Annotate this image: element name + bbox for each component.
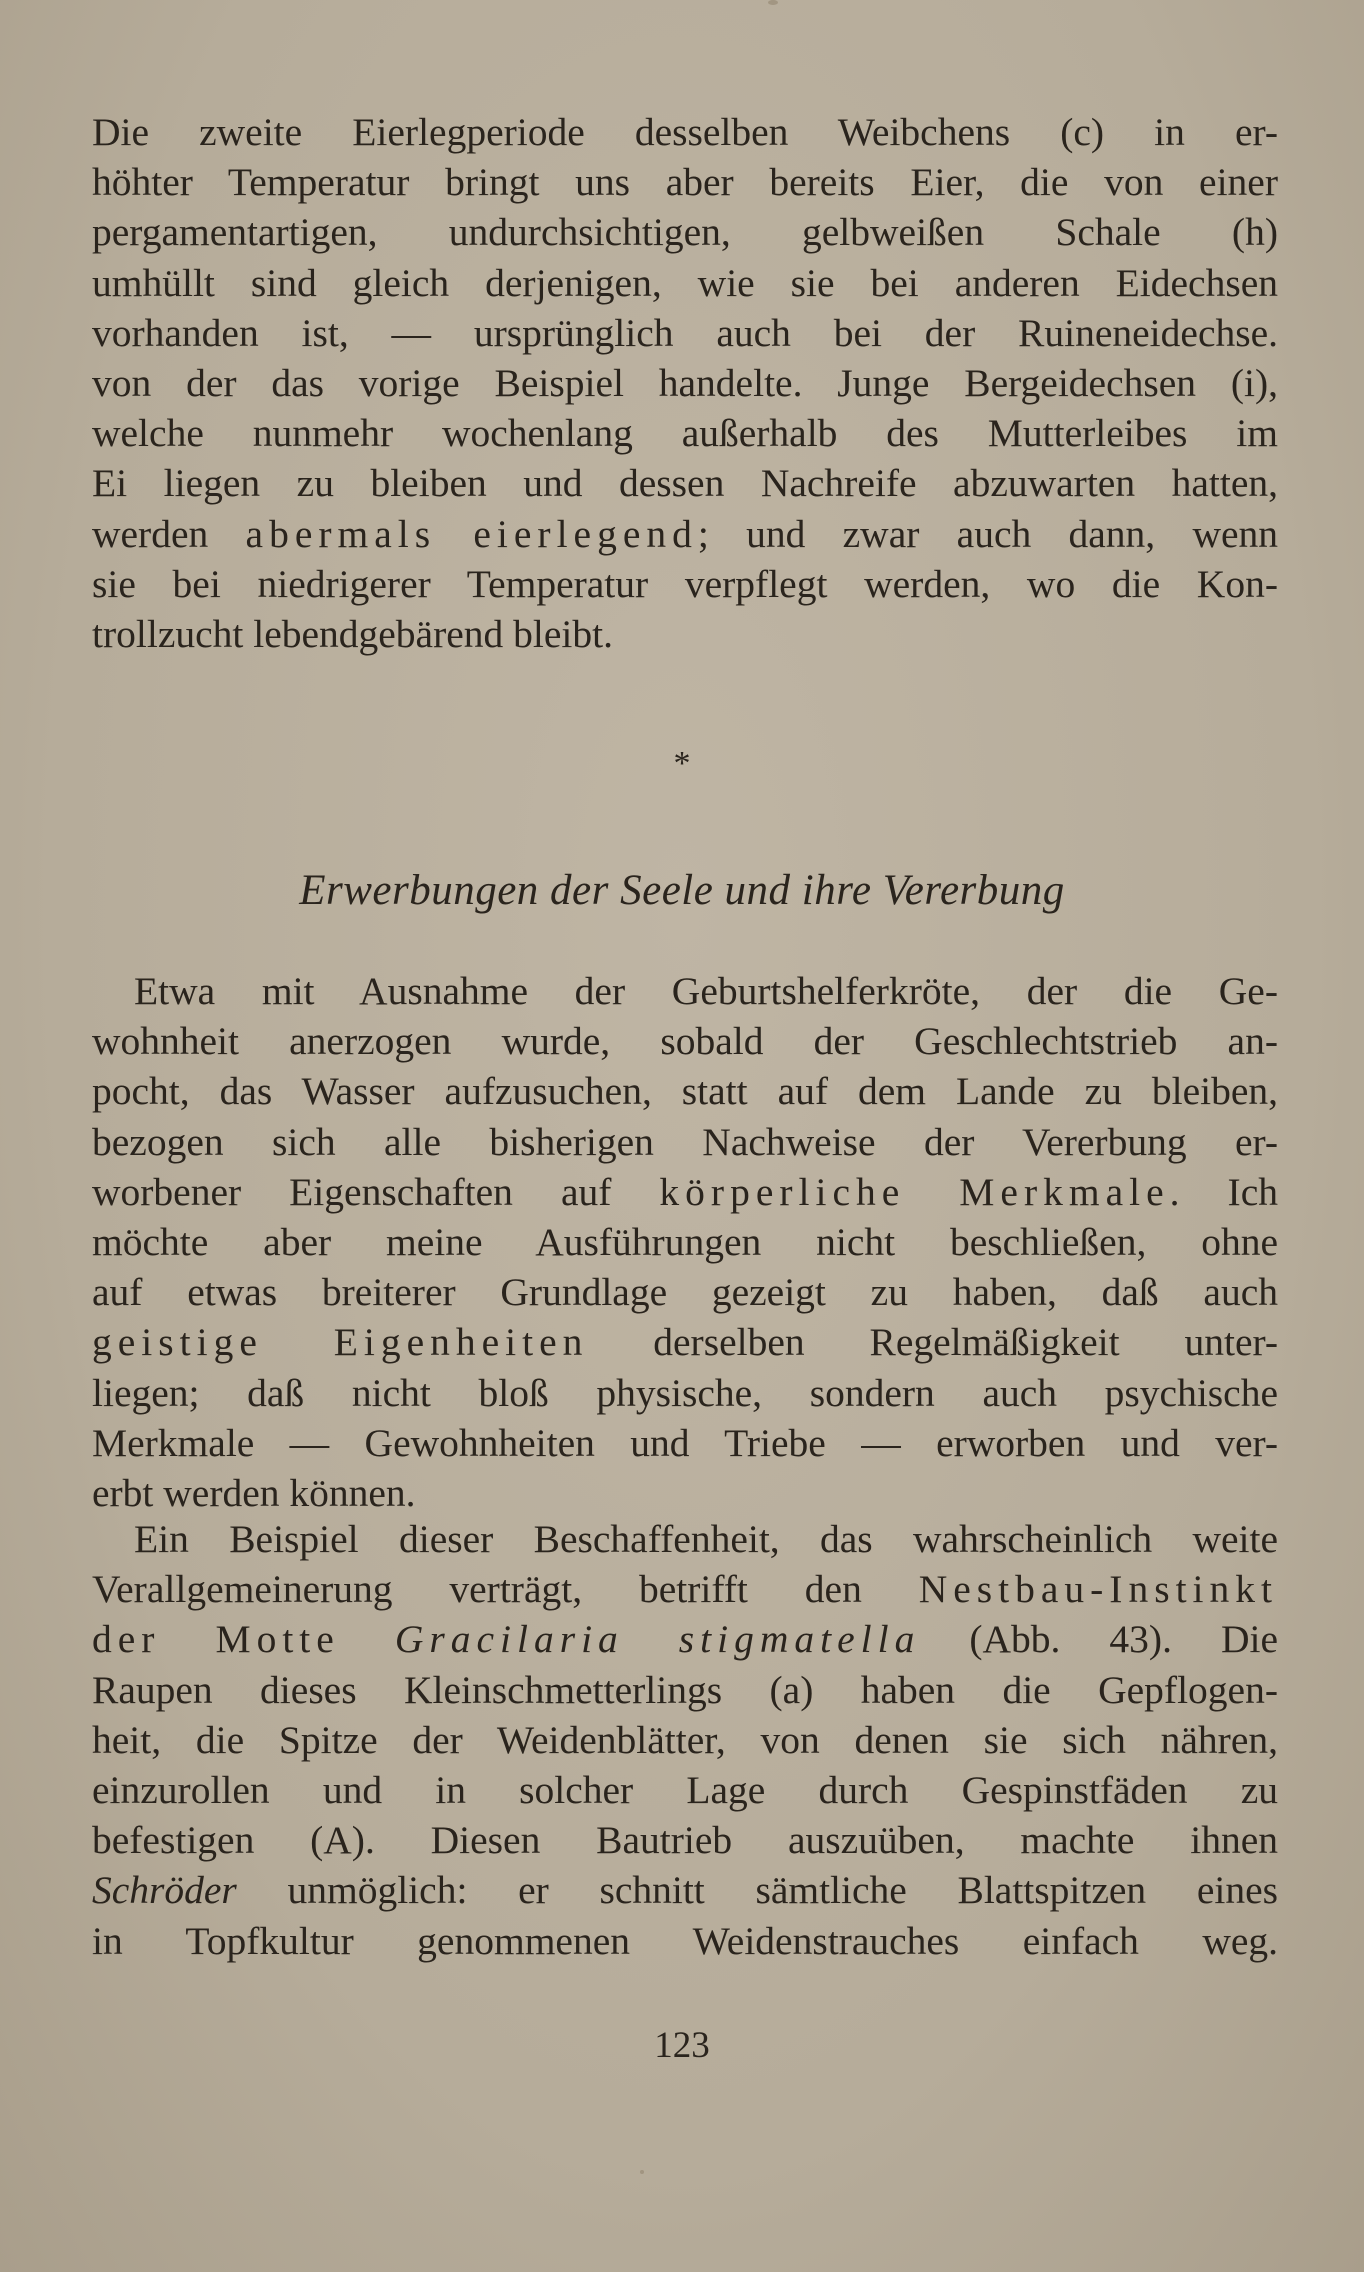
text-fragment: unmöglich: er schnitt sämtliche Blattspitzen eines bbox=[236, 1868, 1278, 1913]
text-fragment: derselben Regelmäßigkeit unter- bbox=[588, 1320, 1278, 1365]
text-fragment bbox=[436, 512, 473, 556]
text-line: liegen; daß nicht bloß physische, sondern auch psychische bbox=[92, 1370, 1278, 1415]
emphasis-spaced: abermals bbox=[245, 511, 437, 556]
text-line: von der das vorige Beispiel handelte. Junge Bergeidechsen (i), bbox=[92, 361, 1278, 406]
text-fragment: ; und zwar auch dann, wenn bbox=[697, 511, 1279, 556]
paragraph-eierlegperiode bbox=[92, 107, 1278, 659]
text-line: auf etwas breiterer Grundlage gezeigt zu haben, daß auch bbox=[92, 1270, 1278, 1315]
species-name: Gracilaria stigmatella bbox=[394, 1617, 921, 1662]
paper-spot bbox=[640, 2170, 644, 2174]
text-line: sie bei niedrigerer Temperatur verpflegt werden, wo die Kon- bbox=[92, 561, 1278, 606]
text-fragment: worbener Eigenschaften auf bbox=[92, 1169, 660, 1214]
text-line: Etwa mit Ausnahme der Geburtshelferkröte, der die Ge- bbox=[134, 969, 1278, 1013]
text-line bbox=[92, 1865, 1278, 1915]
emphasis-spaced: körperliche Merkmale bbox=[659, 1169, 1170, 1214]
paper-spot bbox=[768, 0, 778, 5]
text-line: vorhanden ist, — ursprünglich auch bei der Ruineneidechse. bbox=[92, 310, 1278, 355]
paragraph-geburtshelferkroete bbox=[92, 966, 1278, 1518]
text-line: in Topfkultur genommenen Weidenstrauches einfach weg. bbox=[92, 1918, 1278, 1963]
text-fragment: (Abb. 43). Die bbox=[920, 1617, 1278, 1662]
text-line: Ein Beispiel dieser Beschaffenheit, das wahrscheinlich weite bbox=[134, 1517, 1278, 1561]
text-line bbox=[92, 1317, 1278, 1367]
text-line bbox=[92, 509, 1278, 559]
text-line: welche nunmehr wochenlang außerhalb des Mutterleibes im bbox=[92, 411, 1278, 456]
text-line: umhüllt sind gleich derjenigen, wie sie bei anderen Eidechsen bbox=[92, 260, 1278, 305]
text-line: Merkmale — Gewohnheiten und Triebe — erworben und ver- bbox=[92, 1420, 1278, 1465]
text-line: Die zweite Eierlegperiode desselben Weibchens (c) in er- bbox=[92, 110, 1278, 154]
text-fragment: . Ich bbox=[1169, 1169, 1278, 1214]
section-separator: * bbox=[673, 745, 691, 782]
text-line: höhter Temperatur bringt uns aber bereits Eier, die von einer bbox=[92, 160, 1278, 205]
text-line bbox=[92, 1167, 1278, 1217]
text-line: pocht, das Wasser aufzusuchen, statt auf dem Lande zu bleiben, bbox=[92, 1069, 1278, 1114]
text-line: heit, die Spitze der Weidenblätter, von denen sie sich nähren, bbox=[92, 1717, 1278, 1762]
author-name: Schröder bbox=[92, 1868, 237, 1913]
emphasis-spaced: Nestbau-Instinkt bbox=[918, 1567, 1278, 1612]
text-line: bezogen sich alle bisherigen Nachweise der Vererbung er- bbox=[92, 1119, 1278, 1164]
paragraph-nestbau-instinkt bbox=[92, 1514, 1278, 1966]
emphasis-spaced: eierlegend bbox=[473, 511, 698, 556]
text-line: Raupen dieses Kleinschmetterlings (a) haben die Gepflogen- bbox=[92, 1667, 1278, 1712]
text-line: trollzucht lebendgebärend bleibt. bbox=[92, 612, 613, 657]
text-line: pergamentartigen, undurchsichtigen, gelbweißen Schale (h) bbox=[92, 210, 1278, 255]
text-line: Ei liegen zu bleiben und dessen Nachreife abzuwarten hatten, bbox=[92, 461, 1278, 506]
page-number: 123 bbox=[654, 2025, 710, 2066]
text-line: wohnheit anerzogen wurde, sobald der Geschlechtstrieb an- bbox=[92, 1019, 1278, 1064]
text-line bbox=[92, 1564, 1278, 1614]
text-line: einzurollen und in solcher Lage durch Gespinstfäden zu bbox=[92, 1768, 1278, 1813]
text-fragment: werden bbox=[92, 511, 246, 556]
text-line: möchte aber meine Ausführungen nicht beschließen, ohne bbox=[92, 1220, 1278, 1265]
text-line bbox=[92, 1614, 1278, 1664]
text-line: befestigen (A). Diesen Bautrieb auszuüben, machte ihnen bbox=[92, 1818, 1278, 1863]
emphasis-spaced: geistige Eigenheiten bbox=[92, 1320, 589, 1365]
section-heading: Erwerbungen der Seele und ihre Vererbung bbox=[299, 867, 1065, 914]
emphasis-spaced: der Motte bbox=[92, 1617, 395, 1662]
text-line: erbt werden können. bbox=[92, 1471, 416, 1516]
text-fragment: Verallgemeinerung verträgt, betrifft den bbox=[92, 1567, 919, 1612]
